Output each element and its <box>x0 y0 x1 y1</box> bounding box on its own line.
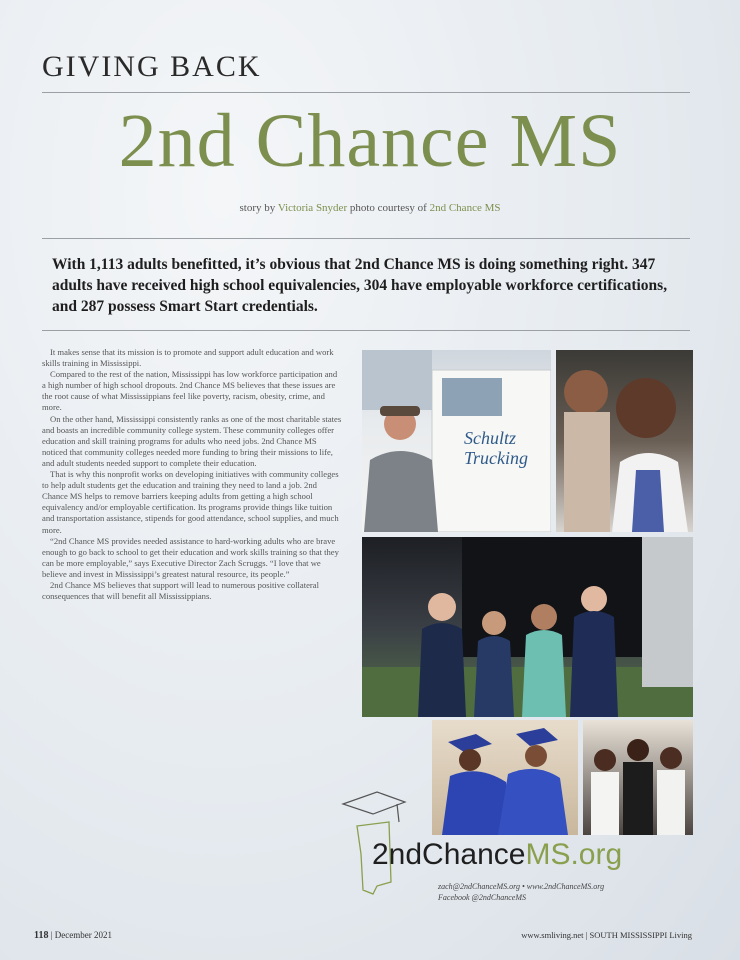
page-title: 2nd Chance MS <box>118 99 622 183</box>
logo-name: 2ndChance <box>372 838 526 871</box>
footer-left <box>34 930 112 941</box>
lede: With 1,113 adults benefitted, it’s obvious that 2nd Chance MS is doing something right. 347 adults have received high school equivalencies, 304 have employable workforce certifications, and 287 possess Smart Start credentials. <box>52 256 668 315</box>
body-paragraph: “2nd Chance MS provides needed assistance to hard-working adults who are brave enough to go back to school to get their education and work skills training so that they can be more employable,” says Executive Director Zach Scruggs. “I love that we believe and invest in Mississippi’s greatest natural resource, its people.” <box>42 535 339 579</box>
footer-separator: | <box>50 930 55 940</box>
photo-group <box>362 537 693 717</box>
footer-separator: | <box>585 930 590 940</box>
byline <box>0 202 740 214</box>
lede-rule-bottom <box>42 330 690 331</box>
photo-graduates <box>432 720 578 835</box>
footer-right <box>521 930 692 940</box>
header-rule <box>42 92 690 93</box>
graduates-graphic <box>432 720 578 835</box>
body-paragraph: Compared to the rest of the nation, Mississippi has low workforce participation and a high number of high school dropouts. 2nd Chance MS believes that these issues are the root cause of what Mississippians feel like poverty, racism, obesity, crime, and more. <box>42 369 338 413</box>
body-paragraph: It makes sense that its mission is to promote and support adult education and work skills training in Mississippi. <box>42 347 334 369</box>
supporters-graphic <box>583 720 693 835</box>
issue-date: December 2021 <box>54 930 112 940</box>
body-text <box>42 347 342 602</box>
portrait-graphic <box>556 350 693 532</box>
lede-rule-top <box>42 238 690 239</box>
logo-domain: MS.org <box>525 838 623 871</box>
photo-prefix: photo courtesy of <box>349 202 427 214</box>
author-name: Victoria Snyder <box>277 202 348 214</box>
body-paragraph: 2nd Chance MS believes that support will lead to numerous positive collateral consequences that will benefit all Mississippians. <box>42 579 319 602</box>
magazine-name: SOUTH MISSISSIPPI Living <box>589 930 692 940</box>
contact-facebook: Facebook @2ndChanceMS <box>438 892 526 902</box>
body-paragraph: On the other hand, Mississippi consistently ranks as one of the most charitable states and boasts an incredible community college system. These community colleges offer education and skill training programs for adults who need jobs. 2nd Chance MS noticed that community colleges needed more funding to bring their missions to life, and adult students needed support to complete their education. <box>42 413 342 468</box>
body-paragraph: That is why this nonprofit works on developing initiatives with community colleges to help adult students get the education and training they need to land a job. 2nd Chance MS helps to remove barriers keeping adults from getting a high school equivalency and/or employable certification. Its programs provide things like tuition and transportation assistance, stipends for good attendance, school supplies, and much more. <box>42 469 339 535</box>
page-number: 118 <box>34 930 49 941</box>
photo-source: 2nd Chance MS <box>429 202 501 214</box>
photo-man-truck <box>362 350 551 532</box>
logo-text <box>372 838 622 872</box>
contact-info <box>438 882 604 903</box>
contact-email-web: zach@2ndChanceMS.org • www.2ndChanceMS.org <box>438 882 605 891</box>
byline-prefix: story by <box>239 202 276 214</box>
truck-lettering: Schultz Trucking <box>464 428 529 468</box>
photo-woman-child <box>556 350 693 532</box>
group-scene-graphic <box>362 537 693 717</box>
photo-supporters <box>583 720 693 835</box>
section-label: GIVING BACK <box>42 50 262 83</box>
footer-website: www.smliving.net <box>521 930 584 940</box>
